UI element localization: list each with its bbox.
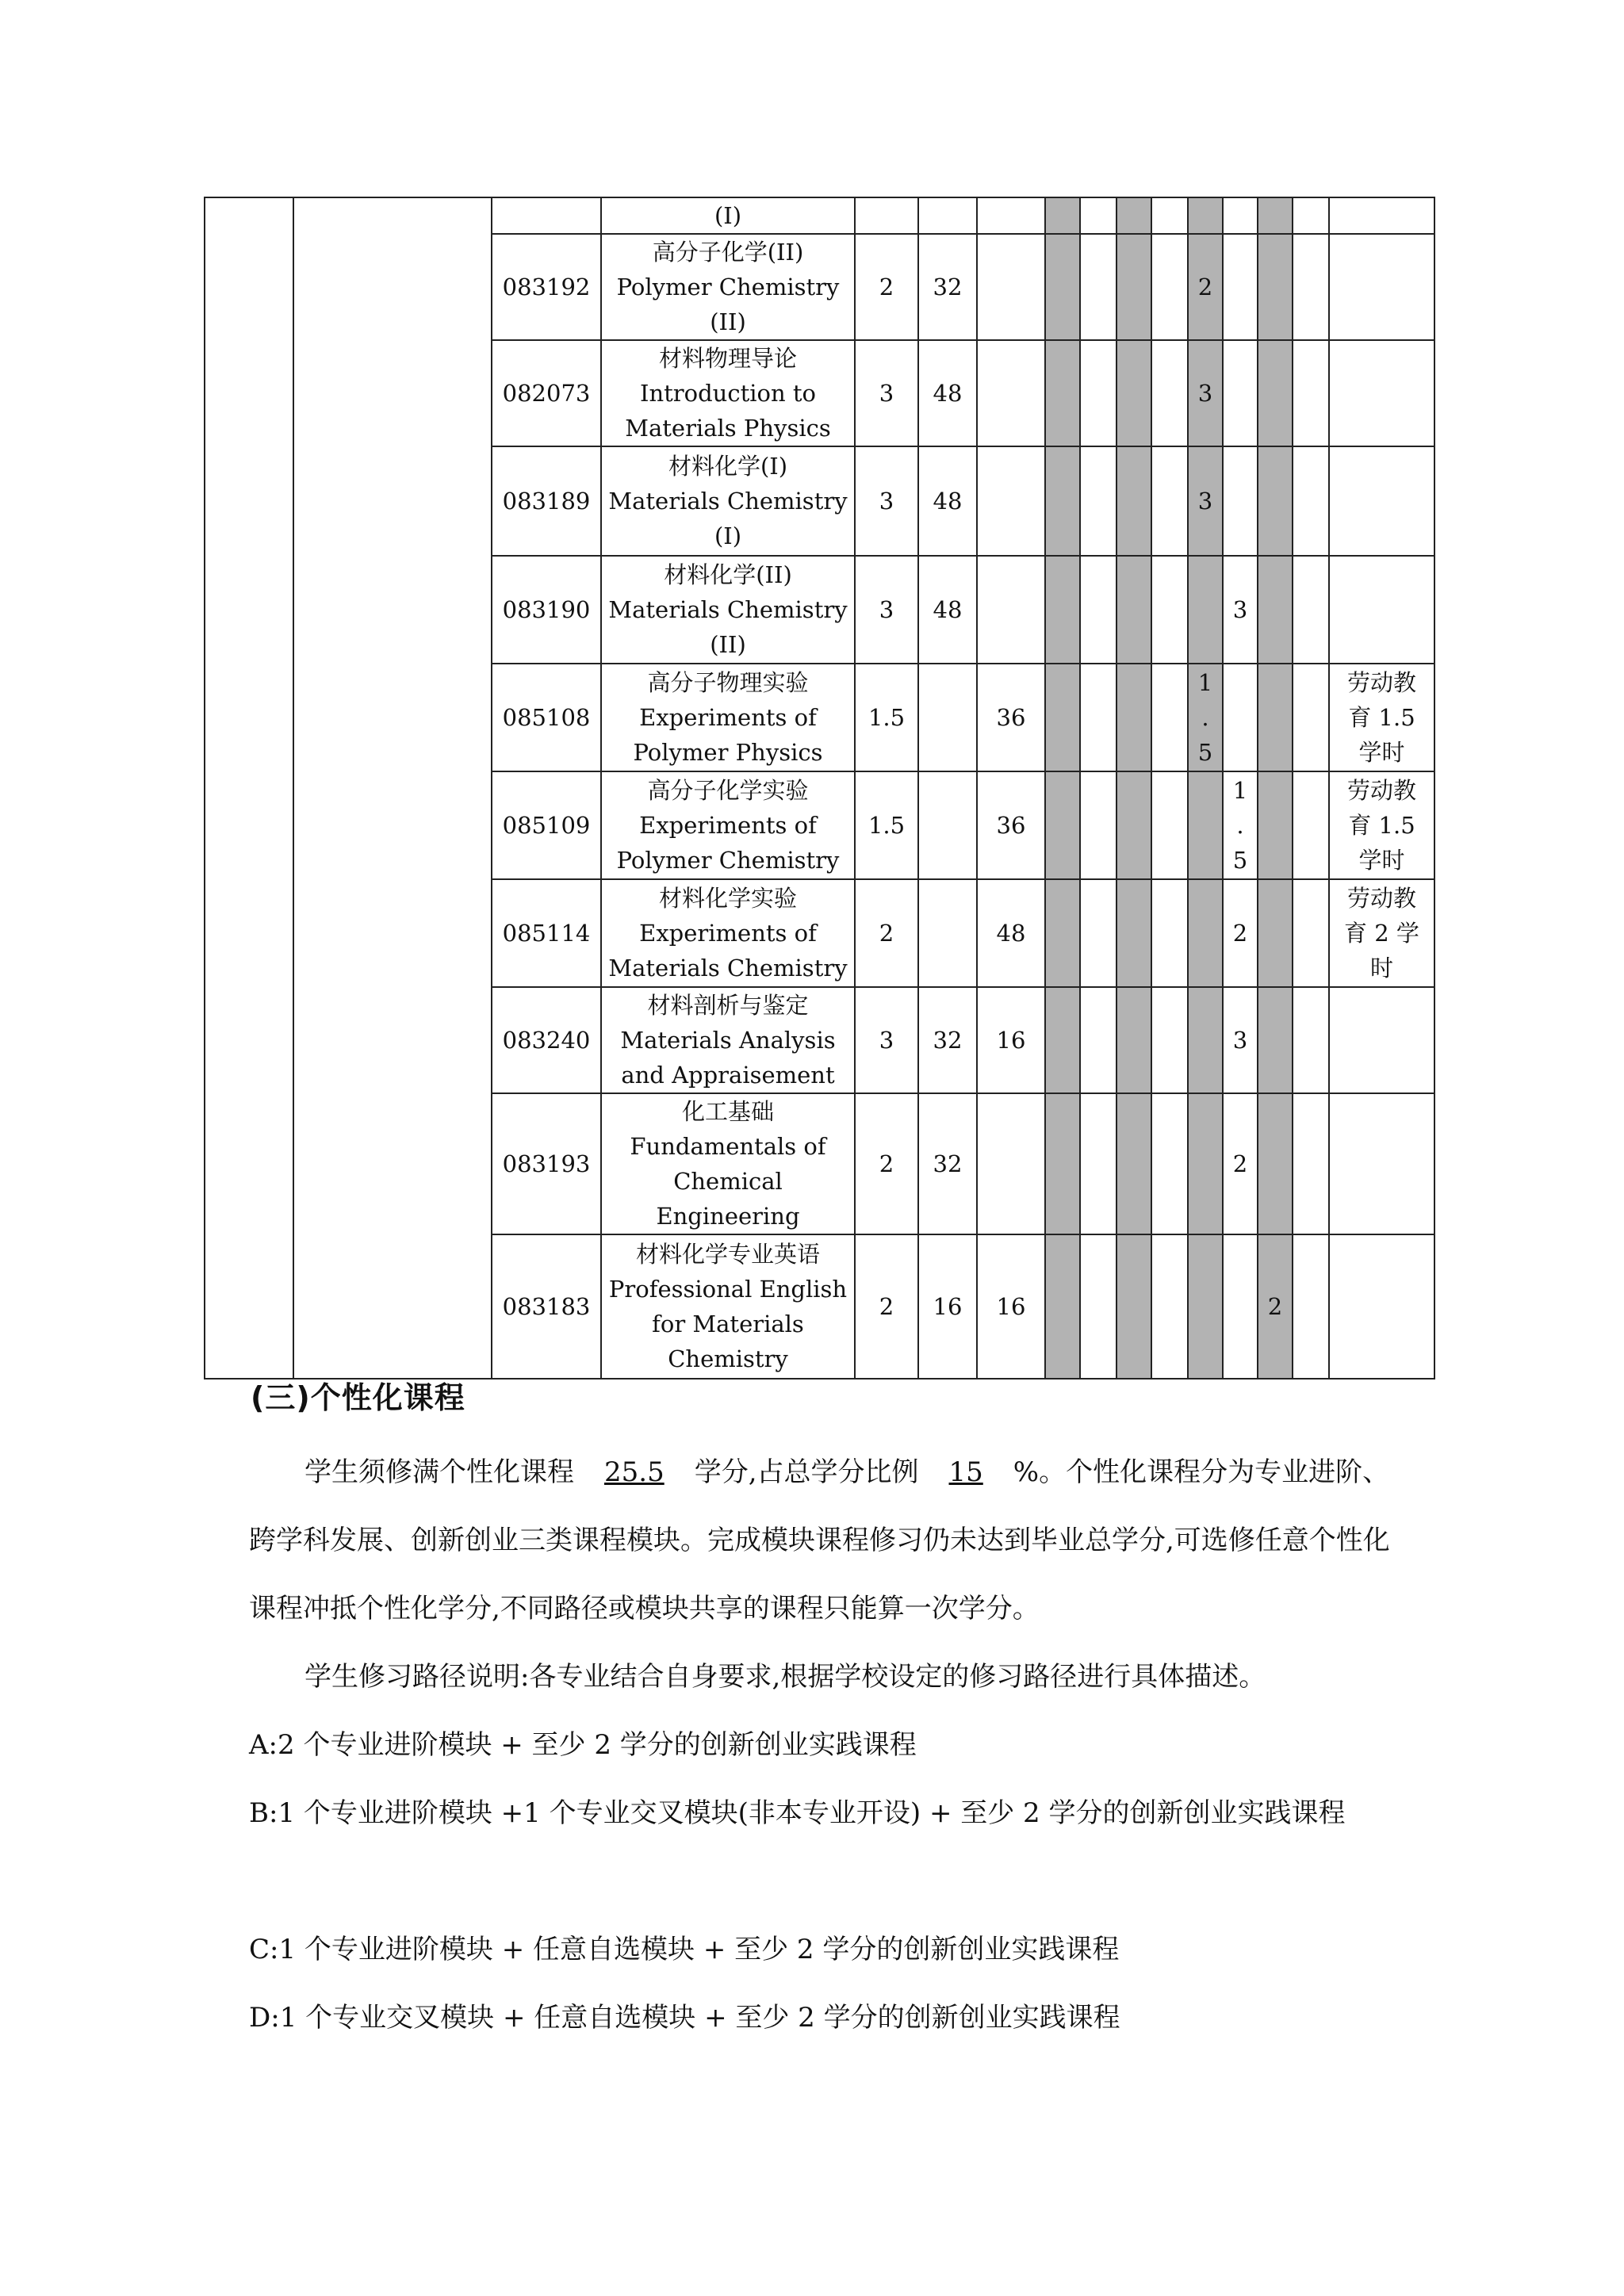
- semester-cell: [1258, 197, 1293, 234]
- semester-cell: 3: [1188, 446, 1223, 556]
- course-name: [601, 771, 855, 879]
- course-note: [1329, 879, 1434, 987]
- course-name: [601, 340, 855, 446]
- course-credits: 1.5: [855, 664, 918, 771]
- semester-cell: [1116, 197, 1151, 234]
- lab-hours: 48: [977, 879, 1045, 987]
- module-cell: [293, 197, 492, 1379]
- cell-line: Polymer Physics: [633, 739, 823, 766]
- cell-line: Experiments of: [639, 812, 817, 839]
- note-line: 育 2 学: [1344, 920, 1419, 947]
- semester-char: 5: [1232, 847, 1248, 874]
- semester-cell: [1293, 771, 1329, 879]
- semester-cell: [1188, 664, 1223, 771]
- semester-cell: [1188, 987, 1223, 1093]
- semester-cell: [1116, 879, 1151, 987]
- course-code: 083193: [492, 1093, 601, 1234]
- table-row: [205, 197, 1434, 234]
- semester-cell: [1080, 879, 1116, 987]
- cell-line: 化工基础: [681, 1098, 774, 1125]
- lecture-hours: [918, 664, 977, 771]
- path-d: D:1 个专业交叉模块 + 任意自选模块 + 至少 2 学分的创新创业实践课程: [249, 2002, 1120, 2034]
- lab-hours: 16: [977, 1234, 1045, 1379]
- semester-cell: [1188, 197, 1223, 234]
- credit-text-a: 学生须修满个性化课程: [304, 1456, 574, 1488]
- semester-char: .: [1236, 812, 1244, 839]
- course-note: [1329, 234, 1434, 340]
- cell-line: and Appraisement: [621, 1062, 835, 1089]
- semester-cell: 3: [1223, 556, 1258, 664]
- course-note: [1329, 987, 1434, 1093]
- cell-line: 材料化学专业英语: [635, 1241, 820, 1268]
- semester-cell: [1080, 1093, 1116, 1234]
- semester-cell: [1116, 1234, 1151, 1379]
- cell-line: for Materials: [652, 1311, 804, 1337]
- semester-cell: [1258, 987, 1293, 1093]
- path-a: A:2 个专业进阶模块 + 至少 2 学分的创新创业实践课程: [249, 1729, 917, 1761]
- lab-hours: [977, 446, 1045, 556]
- note-line: 学时: [1358, 847, 1405, 874]
- course-credits: 3: [855, 987, 918, 1093]
- course-name: [601, 879, 855, 987]
- lab-hours: [977, 234, 1045, 340]
- semester-cell: 2: [1223, 879, 1258, 987]
- semester-char: 1: [1232, 777, 1248, 804]
- course-name: [601, 987, 855, 1093]
- semester-cell: [1258, 446, 1293, 556]
- semester-char: .: [1201, 704, 1209, 731]
- note-line: 育 1.5: [1348, 704, 1415, 731]
- course-note: [1329, 1093, 1434, 1234]
- course-credits: 2: [855, 234, 918, 340]
- semester-cell: [1258, 664, 1293, 771]
- semester-cell: [1223, 340, 1258, 446]
- cell-line: 材料化学(I): [668, 453, 788, 480]
- semester-cell: [1188, 1093, 1223, 1234]
- lecture-hours: 48: [918, 340, 977, 446]
- credit-requirement-paragraph: [249, 1438, 1391, 1643]
- cell-line: Materials Chemistry: [608, 955, 848, 982]
- note-line: 学时: [1358, 739, 1405, 766]
- course-code: 083190: [492, 556, 601, 664]
- semester-cell: [1188, 879, 1223, 987]
- semester-cell: [1293, 340, 1329, 446]
- semester-cell: [1258, 340, 1293, 446]
- course-note: [1329, 340, 1434, 446]
- semester-cell: [1223, 1234, 1258, 1379]
- lecture-hours: 32: [918, 1093, 977, 1234]
- semester-char: 1: [1197, 669, 1213, 696]
- cell-line: Polymer Chemistry: [616, 274, 840, 300]
- semester-cell: [1045, 987, 1080, 1093]
- cell-line: 材料化学实验: [658, 885, 797, 912]
- cell-line: Introduction to: [640, 380, 816, 407]
- course-name: [601, 1234, 855, 1379]
- lab-hours: 36: [977, 771, 1045, 879]
- lecture-hours: 32: [918, 987, 977, 1093]
- cell-line: 高分子化学(II): [652, 239, 804, 266]
- section-title: (三)个性化课程: [251, 1380, 465, 1415]
- semester-cell: [1116, 556, 1151, 664]
- course-note: [1329, 556, 1434, 664]
- course-code: [492, 197, 601, 234]
- cell-line: 材料剖析与鉴定: [647, 992, 809, 1019]
- path-b: B:1 个专业进阶模块 +1 个专业交叉模块(非本专业开设) + 至少 2 学分的创新创业实践课程: [249, 1797, 1346, 1829]
- semester-cell: [1293, 446, 1329, 556]
- course-code: 085109: [492, 771, 601, 879]
- lab-hours: [977, 197, 1045, 234]
- semester-cell: [1293, 197, 1329, 234]
- semester-cell: [1293, 1093, 1329, 1234]
- note-line: 时: [1369, 955, 1393, 982]
- semester-cell: [1188, 771, 1223, 879]
- credit-ratio: 15: [948, 1456, 983, 1488]
- semester-cell: [1151, 197, 1188, 234]
- semester-cell: [1045, 556, 1080, 664]
- required-credits: 25.5: [604, 1456, 665, 1488]
- semester-cell: [1080, 340, 1116, 446]
- cell-line: 材料化学(II): [664, 561, 792, 588]
- semester-cell: [1080, 987, 1116, 1093]
- semester-cell: [1151, 556, 1188, 664]
- course-note: [1329, 664, 1434, 771]
- semester-cell: [1080, 556, 1116, 664]
- semester-cell: 3: [1188, 340, 1223, 446]
- semester-cell: [1116, 987, 1151, 1093]
- note-line: 劳动教: [1346, 885, 1416, 912]
- lecture-hours: [918, 197, 977, 234]
- semester-cell: [1223, 446, 1258, 556]
- category-cell: [205, 197, 293, 1379]
- semester-cell: [1045, 197, 1080, 234]
- course-code: 082073: [492, 340, 601, 446]
- semester-cell: [1151, 1234, 1188, 1379]
- semester-cell: [1116, 340, 1151, 446]
- course-name: [601, 197, 855, 234]
- lab-hours: [977, 1093, 1045, 1234]
- semester-cell: [1293, 879, 1329, 987]
- cell-line: Chemical Engineering: [656, 1168, 800, 1230]
- note-line: 劳动教: [1346, 777, 1416, 804]
- semester-cell: [1045, 771, 1080, 879]
- lecture-hours: 48: [918, 446, 977, 556]
- semester-cell: [1045, 1234, 1080, 1379]
- semester-cell: [1151, 340, 1188, 446]
- lecture-hours: 32: [918, 234, 977, 340]
- note-line: 劳动教: [1346, 669, 1416, 696]
- cell-line: 高分子物理实验: [647, 669, 809, 696]
- cell-line: 材料物理导论: [658, 345, 797, 372]
- semester-cell: [1116, 771, 1151, 879]
- cell-line: Materials Physics: [625, 415, 831, 442]
- cell-line: Fundamentals of: [630, 1133, 826, 1160]
- semester-cell: [1116, 234, 1151, 340]
- cell-line: (I): [714, 522, 742, 549]
- semester-cell: [1293, 664, 1329, 771]
- semester-cell: [1258, 771, 1293, 879]
- lecture-hours: [918, 879, 977, 987]
- course-name: [601, 234, 855, 340]
- course-credits: 2: [855, 879, 918, 987]
- course-credits: 3: [855, 446, 918, 556]
- semester-cell: [1080, 234, 1116, 340]
- path-description: 学生修习路径说明:各专业结合自身要求,根据学校设定的修习路径进行具体描述。: [304, 1661, 1266, 1693]
- credit-text-b: 学分,占总学分比例: [694, 1456, 919, 1488]
- semester-cell: [1080, 1234, 1116, 1379]
- course-code: 083240: [492, 987, 601, 1093]
- cell-line: Materials Analysis: [620, 1027, 836, 1054]
- course-name: [601, 1093, 855, 1234]
- semester-cell: [1223, 234, 1258, 340]
- course-code: 083192: [492, 234, 601, 340]
- semester-cell: [1116, 664, 1151, 771]
- semester-cell: [1188, 1234, 1223, 1379]
- semester-cell: [1080, 197, 1116, 234]
- semester-cell: [1223, 197, 1258, 234]
- course-credits: 1.5: [855, 771, 918, 879]
- semester-cell: [1151, 446, 1188, 556]
- cell-line: Materials Chemistry: [608, 596, 848, 623]
- course-note: [1329, 1234, 1434, 1379]
- semester-cell: [1258, 556, 1293, 664]
- lab-hours: 16: [977, 987, 1045, 1093]
- semester-cell: [1293, 987, 1329, 1093]
- semester-cell: [1151, 771, 1188, 879]
- lab-hours: 36: [977, 664, 1045, 771]
- lecture-hours: 16: [918, 1234, 977, 1379]
- semester-cell: [1045, 664, 1080, 771]
- semester-cell: [1293, 234, 1329, 340]
- course-credits: [855, 197, 918, 234]
- course-note: [1329, 197, 1434, 234]
- semester-char: 5: [1197, 739, 1213, 766]
- semester-cell: [1045, 879, 1080, 987]
- course-credits: 3: [855, 556, 918, 664]
- course-credits: 3: [855, 340, 918, 446]
- semester-cell: [1116, 1093, 1151, 1234]
- semester-cell: [1080, 664, 1116, 771]
- semester-cell: [1045, 234, 1080, 340]
- course-table: [204, 197, 1435, 1380]
- course-name: [601, 446, 855, 556]
- cell-line: Experiments of: [639, 920, 817, 947]
- note-line: 育 1.5: [1348, 812, 1415, 839]
- semester-cell: [1080, 771, 1116, 879]
- lecture-hours: [918, 771, 977, 879]
- semester-cell: 3: [1223, 987, 1258, 1093]
- course-code: 085108: [492, 664, 601, 771]
- semester-cell: [1188, 556, 1223, 664]
- path-c: C:1 个专业进阶模块 + 任意自选模块 + 至少 2 学分的创新创业实践课程: [249, 1934, 1120, 1965]
- semester-cell: [1045, 1093, 1080, 1234]
- cell-line: Chemistry: [668, 1345, 788, 1372]
- semester-cell: [1045, 340, 1080, 446]
- course-note: [1329, 771, 1434, 879]
- semester-cell: [1151, 879, 1188, 987]
- cell-line: 高分子化学实验: [647, 777, 809, 804]
- lab-hours: [977, 556, 1045, 664]
- semester-cell: [1293, 556, 1329, 664]
- credit-text-c: %。个性化课程分为专业进阶、跨学科发展、创新创业三类课程模块。完成模块课程修习仍未达到毕业总学分,可选修任意个性化课程冲抵个性化学分,不同路径或模块共享的课程只能算一次学分。: [249, 1456, 1390, 1624]
- lecture-hours: 48: [918, 556, 977, 664]
- course-table-body: [205, 197, 1434, 1379]
- semester-cell: 2: [1188, 234, 1223, 340]
- lab-hours: [977, 340, 1045, 446]
- semester-cell: [1116, 446, 1151, 556]
- cell-line: Experiments of: [639, 704, 817, 731]
- semester-cell: [1258, 234, 1293, 340]
- semester-cell: [1293, 1234, 1329, 1379]
- cell-line: (II): [710, 631, 746, 658]
- semester-cell: [1080, 446, 1116, 556]
- semester-cell: [1258, 1093, 1293, 1234]
- course-name: [601, 664, 855, 771]
- course-code: 083189: [492, 446, 601, 556]
- course-credits: 2: [855, 1093, 918, 1234]
- semester-cell: [1223, 771, 1258, 879]
- semester-cell: [1045, 446, 1080, 556]
- cell-line: Polymer Chemistry: [616, 847, 840, 874]
- cell-line: Professional English: [608, 1276, 848, 1303]
- course-code: 083183: [492, 1234, 601, 1379]
- course-name: [601, 556, 855, 664]
- semester-cell: [1258, 879, 1293, 987]
- semester-cell: [1151, 987, 1188, 1093]
- cell-line: (II): [710, 308, 746, 335]
- semester-cell: 2: [1223, 1093, 1258, 1234]
- cell-line: Materials Chemistry: [608, 488, 848, 515]
- course-credits: 2: [855, 1234, 918, 1379]
- course-code: 085114: [492, 879, 601, 987]
- semester-cell: [1151, 664, 1188, 771]
- cell-line: (I): [714, 202, 742, 229]
- semester-cell: [1151, 234, 1188, 340]
- semester-cell: 2: [1258, 1234, 1293, 1379]
- course-note: [1329, 446, 1434, 556]
- semester-cell: [1223, 664, 1258, 771]
- semester-cell: [1151, 1093, 1188, 1234]
